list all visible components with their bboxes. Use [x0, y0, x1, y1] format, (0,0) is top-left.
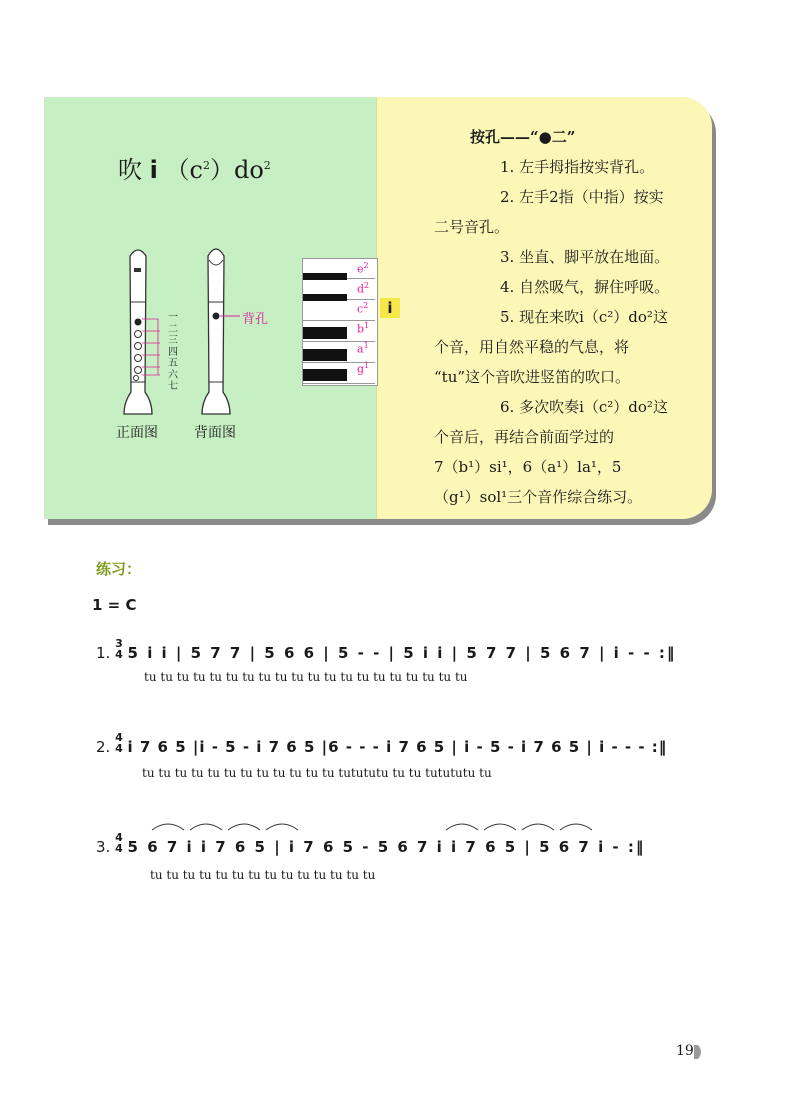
time-signature: 3 4 — [115, 637, 123, 661]
keyboard-marker: i — [380, 298, 400, 318]
title-mid: ）do — [209, 156, 264, 184]
notation: 5 6 7 i i 7 6 5 | i 7 6 5 - 5 6 7 i i 7 6 5 | 5 6 7 i - :‖ — [127, 838, 646, 856]
instruction-line: 二号音孔。 — [434, 218, 510, 236]
hole-number: 七 — [168, 381, 178, 392]
title-prefix: 吹 — [118, 156, 142, 184]
exercise-row-3 — [96, 832, 645, 856]
exercise-title: 练习： — [96, 560, 142, 578]
page-tab-icon — [694, 1045, 704, 1059]
key-label: $a^1$ — [357, 341, 369, 356]
row-number: 3. — [96, 838, 111, 856]
instruction-line: 6. 多次吹奏i（c²）do²这 — [500, 398, 668, 416]
hole-number: 二 — [168, 323, 178, 335]
title-sup-1: 2 — [202, 159, 210, 172]
key-label: $c^2$ — [357, 301, 369, 316]
title-note: i — [149, 156, 158, 184]
exercise-row-1 — [96, 638, 676, 662]
instructions — [434, 122, 710, 512]
lyrics-row-3: tu tu tu tu tu tu tu tu tu tu tu tu tu tu — [150, 868, 376, 882]
key-signature: 1 = C — [92, 596, 137, 614]
slur-marks — [148, 818, 608, 832]
key-label: $d^2$ — [357, 281, 370, 296]
instruction-line: 7（b¹）si¹，6（a¹）la¹，5 — [434, 458, 622, 476]
instruction-line: 5. 现在来吹i（c²）do²这 — [500, 308, 668, 326]
instruction-line: 个音，用自然平稳的气息，将 — [434, 338, 630, 356]
instructions-heading: 按孔——“●二” — [470, 128, 576, 146]
instruction-line: 3. 坐直、脚平放在地面。 — [500, 248, 670, 266]
exercise-row-2 — [96, 732, 667, 756]
instruction-line: 4. 自然吸气，摒住呼吸。 — [500, 278, 670, 296]
instruction-line: 个音后，再结合前面学过的 — [434, 428, 615, 446]
notation: i 7 6 5 |i - 5 - i 7 6 5 |6 - - - i 7 6 5 | i - 5 - i 7 6 5 | i - - - :‖ — [127, 738, 668, 756]
instruction-line: 1. 左手拇指按实背孔。 — [500, 158, 655, 176]
key-label: $b^1$ — [357, 321, 370, 336]
hole-number: 六 — [168, 369, 178, 381]
notation: 5 i i | 5 7 7 | 5 6 6 | 5 - - | 5 i i | 5 7 7 | 5 6 7 | i - - :‖ — [127, 644, 677, 662]
instruction-line: （g¹）sol¹三个音作综合练习。 — [434, 488, 643, 506]
time-signature: 4 4 — [115, 731, 123, 755]
key-label: $g^1$ — [357, 361, 370, 376]
row-number: 2. — [96, 738, 111, 756]
hole-number: 四 — [168, 346, 178, 358]
row-number: 1. — [96, 644, 111, 662]
back-hole-label: 背孔 — [242, 312, 269, 327]
keyboard-diagram — [302, 258, 378, 386]
instruction-line: “tu”这个音吹进竖笛的吹口。 — [434, 368, 631, 386]
hole-number: 五 — [168, 358, 178, 369]
back-view-label: 背面图 — [194, 425, 236, 441]
time-signature: 4 4 — [115, 831, 123, 855]
hole-number: 一 — [168, 312, 178, 323]
instruction-line: 2. 左手2指（中指）按实 — [500, 188, 664, 206]
lyrics-row-1: tu tu tu tu tu tu tu tu tu tu tu tu tu tu tu tu tu tu tu tu — [144, 670, 468, 684]
hole-number-list — [168, 312, 178, 393]
recorder-back-illustration — [198, 242, 248, 422]
lesson-title — [118, 150, 271, 185]
hole-number: 三 — [168, 335, 178, 346]
title-paren: （c — [165, 156, 203, 184]
front-view-label: 正面图 — [116, 425, 158, 441]
key-label: $e^2$ — [357, 261, 369, 276]
lyrics-row-2: tu tu tu tu tu tu tu tu tu tu tu tu tutututu tu tu tutututu tu — [142, 766, 492, 780]
title-sup-2: 2 — [263, 159, 271, 172]
page-number: 19 — [676, 1043, 694, 1059]
